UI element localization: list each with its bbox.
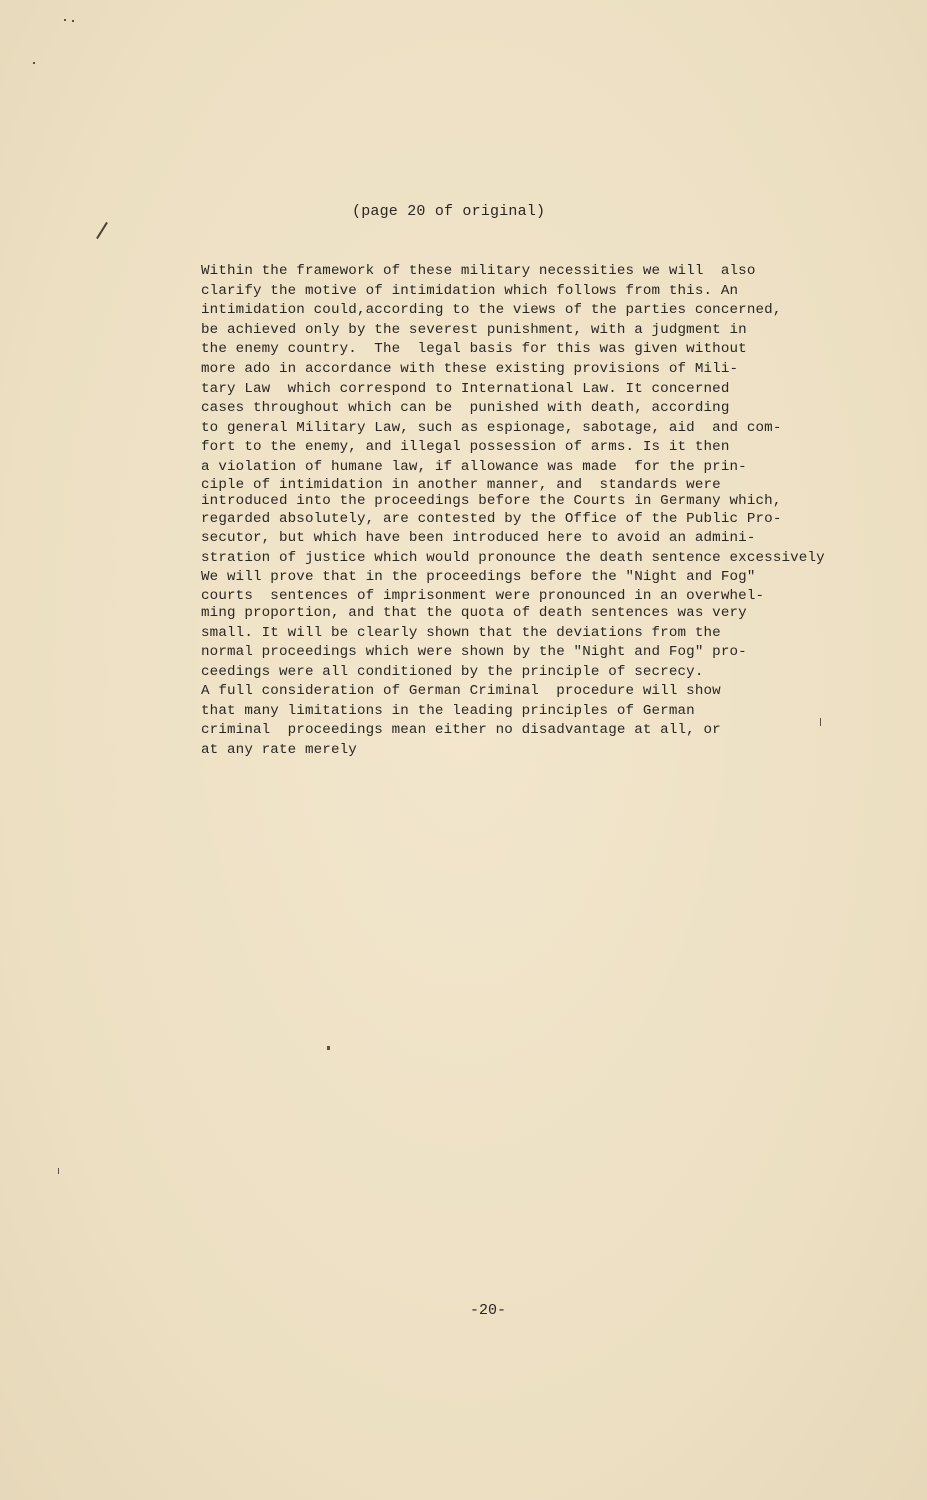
- text-line: cases throughout which can be punished with death, according: [201, 400, 730, 417]
- text-line: tary Law which correspond to International Law. It concerned: [201, 380, 730, 397]
- text-line: ming proportion, and that the quota of death sentences was very: [201, 604, 747, 621]
- text-line: intimidation could,according to the views of the parties concerned,: [201, 302, 782, 319]
- text-line: ceedings were all conditioned by the principle of secrecy.: [201, 663, 704, 680]
- text-line: A full consideration of German Criminal procedure will show: [201, 683, 721, 700]
- text-line: normal proceedings which were shown by the "Night and Fog" pro-: [201, 644, 747, 661]
- page-header: (page 20 of original): [352, 203, 546, 220]
- text-line: secutor, but which have been introduced here to avoid an admini-: [201, 530, 756, 547]
- text-line: a violation of humane law, if allowance was made for the prin-: [201, 458, 747, 475]
- speck: [72, 20, 74, 22]
- text-line: stration of justice which would pronounce the death sentence excessively: [201, 549, 825, 566]
- text-line: introduced into the proceedings before the Courts in Germany which,: [201, 492, 782, 509]
- text-line: clarify the motive of intimidation which follows from this. An: [201, 282, 739, 299]
- page-number: -20-: [470, 1302, 507, 1319]
- text-line: at any rate merely: [201, 742, 357, 759]
- speck: [64, 19, 66, 21]
- text-line: to general Military Law, such as espionage, sabotage, aid and com-: [201, 419, 782, 436]
- text-line: small. It will be clearly shown that the deviations from the: [201, 624, 721, 641]
- text-line: ciple of intimidation in another manner, and standards were: [201, 476, 721, 493]
- body-paragraph: [201, 262, 901, 761]
- speck: [58, 1168, 59, 1174]
- speck: [327, 1046, 330, 1050]
- text-line: Within the framework of these military necessities we will also: [201, 263, 756, 279]
- text-line: be achieved only by the severest punishment, with a judgment in: [201, 321, 747, 338]
- text-line: courts sentences of imprisonment were pronounced in an overwhel-: [201, 587, 765, 604]
- text-line: the enemy country. The legal basis for this was given without: [201, 341, 747, 358]
- pen-stroke-mark: [96, 222, 108, 239]
- text-line: fort to the enemy, and illegal possession of arms. Is it then: [201, 439, 730, 456]
- text-line: criminal proceedings mean either no disadvantage at all, or: [201, 722, 721, 739]
- text-line: more ado in accordance with these existing provisions of Mili-: [201, 360, 739, 377]
- text-line: We will prove that in the proceedings before the "Night and Fog": [201, 569, 756, 586]
- text-line: regarded absolutely, are contested by the Office of the Public Pro-: [201, 510, 782, 527]
- speck: [33, 62, 35, 64]
- text-line: that many limitations in the leading principles of German: [201, 702, 695, 719]
